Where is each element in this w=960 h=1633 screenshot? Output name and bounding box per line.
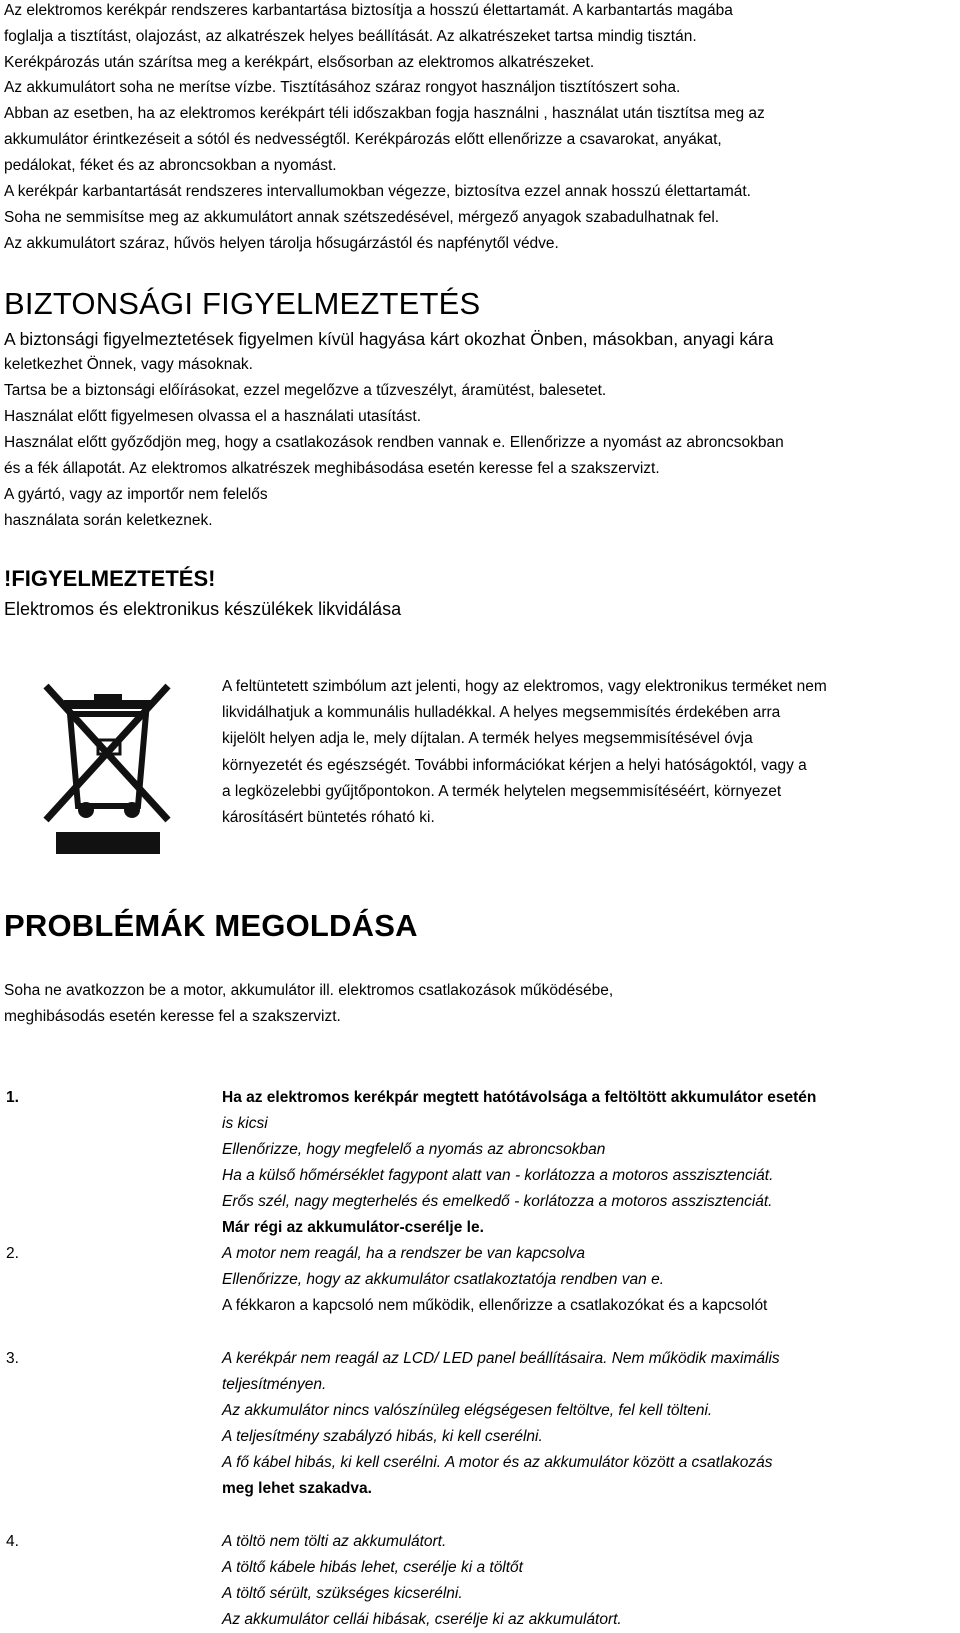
maintenance-line: Az akkumulátort száraz, hűvös helyen tárolja hősugárzástól és napfénytől védve. <box>4 235 559 252</box>
disposal-text <box>222 674 827 831</box>
safety-line: keletkezhet Önnek, vagy másoknak. <box>4 356 253 373</box>
crossed-out-wheelie-bin-icon <box>42 682 172 862</box>
problem-body <box>222 1529 622 1633</box>
problem-line: teljesítményen. <box>222 1376 327 1393</box>
problem-line: A kerékpár nem reagál az LCD/ LED panel beállításaira. Nem működik maximális <box>222 1350 780 1367</box>
maintenance-line: Az elektromos kerékpár rendszeres karbantartása biztosítja a hosszú élettartamát. A karbantartás magába <box>4 2 733 19</box>
safety-line: Használat előtt figyelmesen olvassa el a használati utasítást. <box>4 408 422 425</box>
warning-subtitle: Elektromos és elektronikus készülékek likvidálása <box>4 599 402 619</box>
problem-line: meg lehet szakadva. <box>222 1480 372 1497</box>
problem-line: A motor nem reagál, ha a rendszer be van kapcsolva <box>222 1245 586 1262</box>
maintenance-line: A kerékpár karbantartását rendszeres intervallumokban végezze, biztosítva ezzel annak hosszú élettartamát. <box>4 183 751 200</box>
maintenance-line: Abban az esetben, ha az elektromos kerékpárt téli időszakban fogja használni , használat után tisztítsa meg az <box>4 105 765 122</box>
safety-line: használata során keletkeznek. <box>4 512 213 529</box>
problem-body <box>222 1241 767 1319</box>
troubleshooting-intro: Soha ne avatkozzon be a motor, akkumulátor ill. elektromos csatlakozások működésébe, <box>4 982 614 999</box>
safety-heading: BIZTONSÁGI FIGYELMEZTETÉS <box>4 286 481 321</box>
problem-line: A töltő sérült, szükséges kicserélni. <box>222 1585 463 1602</box>
problem-line: Ha a külső hőmérséklet fagypont alatt van - korlátozza a motoros asszisztenciát. <box>222 1167 774 1184</box>
problem-line: Ellenőrizze, hogy megfelelő a nyomás az abroncsokban <box>222 1141 606 1158</box>
safety-line: és a fék állapotát. Az elektromos alkatrészek meghibásodása esetén keresse fel a szakszervizt. <box>4 460 660 477</box>
problem-number: 4. <box>6 1533 19 1550</box>
disposal-line: A feltüntetett szimbólum azt jelenti, hogy az elektromos, vagy elektronikus terméket nem <box>222 678 827 695</box>
troubleshooting-intro: meghibásodás esetén keresse fel a szakszervizt. <box>4 1008 341 1025</box>
maintenance-line: Az akkumulátort soha ne merítse vízbe. Tisztításához száraz rongyot használjon tisztítószert soha. <box>4 79 681 96</box>
problem-line: A fő kábel hibás, ki kell cserélni. A motor és az akkumulátor között a csatlakozás <box>222 1454 773 1471</box>
problem-line: A töltö nem tölti az akkumulátort. <box>222 1533 447 1550</box>
safety-lead: A biztonsági figyelmeztetések figyelmen kívül hagyása kárt okozhat Önben, másokban, anyagi kára <box>4 329 774 349</box>
maintenance-line: Kerékpározás után szárítsa meg a kerékpárt, elsősorban az elektromos alkatrészeket. <box>4 54 595 71</box>
warning-heading: !FIGYELMEZTETÉS! <box>4 566 216 591</box>
disposal-line: likvidálhatjuk a kommunális hulladékkal. A helyes megsemmisítés érdekében arra <box>222 704 781 722</box>
maintenance-line: akkumulátor érintkezéseit a sótól és nedvességtől. Kerékpározás előtt ellenőrizze a csavarokat, anyákat, <box>4 131 722 148</box>
disposal-line: kijelölt helyen adja le, mely díjtalan. A termék helyes megsemmisítésével óvja <box>222 730 753 748</box>
problem-line: Ha az elektromos kerékpár megtett hatótávolsága a feltöltött akkumulátor esetén <box>222 1089 817 1106</box>
problem-body <box>222 1346 780 1502</box>
problem-line: Az akkumulátor cellái hibásak, cserélje ki az akkumulátort. <box>222 1611 622 1628</box>
disposal-line: a legközelebbi gyűjtőpontokon. A termék helytelen megsemmisítéséért, környezet <box>222 782 782 800</box>
disposal-line: környezetét és egészségét. További információkat kérjen a helyi hatóságoktól, vagy a <box>222 756 807 774</box>
problem-number: 2. <box>6 1245 19 1262</box>
maintenance-line: pedálokat, féket és az abroncsokban a nyomást. <box>4 157 337 174</box>
problem-body <box>222 1085 816 1241</box>
problem-line: is kicsi <box>222 1115 268 1132</box>
problem-line: A teljesítmény szabályzó hibás, ki kell cserélni. <box>222 1428 543 1445</box>
problem-number: 3. <box>6 1350 19 1367</box>
problem-line: Az akkumulátor nincs valószínüleg elégségesen feltöltve, fel kell tölteni. <box>222 1402 713 1419</box>
maintenance-line: foglalja a tisztítást, olajozást, az alkatrészek helyes beállítását. Az alkatrészeket tartsa mindig tisztán. <box>4 28 697 45</box>
safety-line: Tartsa be a biztonsági előírásokat, ezzel megelőzve a tűzveszélyt, áramütést, balesetet. <box>4 382 607 399</box>
disposal-line: károsításért büntetés róható ki. <box>222 809 435 827</box>
problem-line: Erős szél, nagy megterhelés és emelkedő - korlátozza a motoros asszisztenciát. <box>222 1193 773 1210</box>
problem-line: Már régi az akkumulátor-cserélje le. <box>222 1219 484 1236</box>
safety-line: Használat előtt győződjön meg, hogy a csatlakozások rendben vannak e. Ellenőrizze a nyomást az abroncsokban <box>4 434 784 451</box>
problem-line: Ellenőrizze, hogy az akkumulátor csatlakoztatója rendben van e. <box>222 1271 664 1288</box>
safety-line: A gyártó, vagy az importőr nem felelős <box>4 486 268 503</box>
maintenance-line: Soha ne semmisítse meg az akkumulátort annak szétszedésével, mérgező anyagok szabadulhatnak fel. <box>4 209 720 226</box>
problem-line: A töltő kábele hibás lehet, cserélje ki a töltőt <box>222 1559 523 1576</box>
problem-number: 1. <box>6 1089 19 1106</box>
problem-line: A fékkaron a kapcsoló nem működik, ellenőrizze a csatlakozókat és a kapcsolót <box>222 1297 768 1314</box>
troubleshooting-heading: PROBLÉMÁK MEGOLDÁSA <box>4 908 418 943</box>
